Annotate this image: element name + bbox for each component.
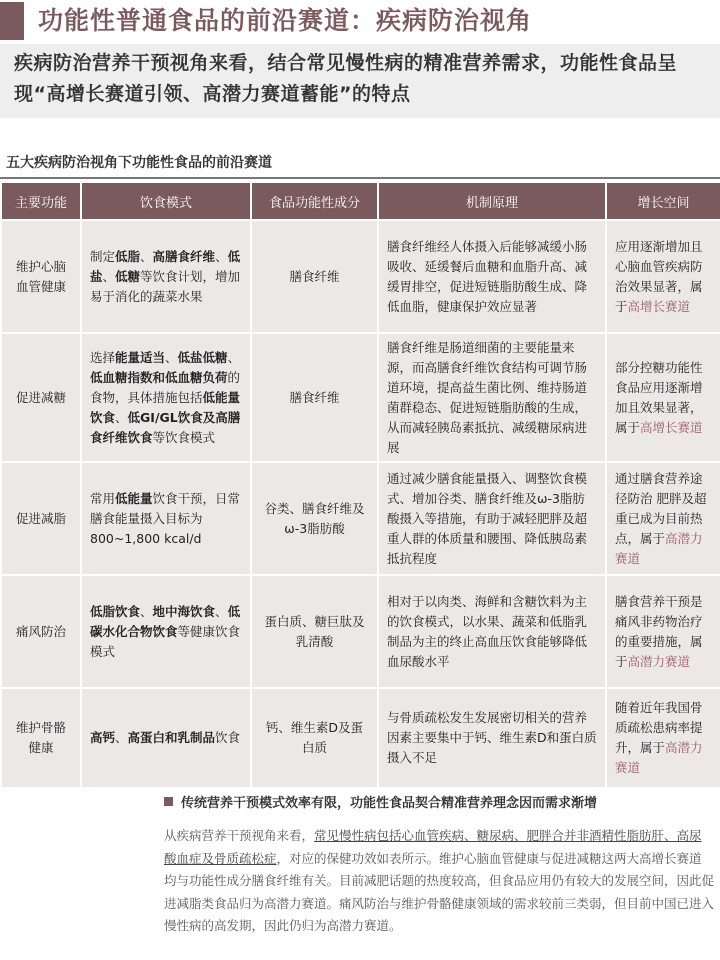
diet-text: 等健康饮食模式 — [90, 623, 241, 659]
table-header-row — [2, 183, 720, 219]
cell-mechanism: 通过减少膳食能量摄入、调整饮食模式、增加谷类、膳食纤维及ω-3脂肪酸摄入等措施，有助于减轻肥胖及超重人群的体质量和腰围、降低胰岛素抵抗程度 — [379, 463, 605, 574]
body-underlined: 常见慢性病包括心血管疾病、糖尿病、肥胖合并非酒精性脂肪肝、高尿酸血症及骨质疏松症 — [164, 828, 702, 866]
diet-keyword: 低脂饮食 — [90, 603, 141, 619]
cell-diet — [82, 334, 250, 461]
cell-function: 维护心脑血管健康 — [2, 221, 80, 332]
body-part-2: ，对应的保健功效如表所示。维护心脑血管健康与促进减糖这两大高增长赛道均与功能性成分膳食纤维有关。目前减肥话题的热度较高，但食品应用仍有较大的发展空间，因此促进减脂类食品归为高潜力赛道。痛风防治与维护骨骼健康领域的需求较前三类弱，但目前中国已进入慢性病的高发期，因此仍归为高潜力赛道。 — [164, 850, 715, 933]
diet-text: 、 — [115, 409, 128, 425]
header-growth: 增长空间 — [607, 183, 720, 219]
diet-text: 饮食 — [215, 730, 241, 745]
key-point — [164, 793, 597, 815]
accent-bar — [0, 2, 24, 40]
diet-text: 、 — [140, 248, 153, 264]
diet-text: 、 — [140, 603, 153, 619]
diet-keyword: 低脂 — [115, 248, 141, 264]
table-row — [2, 334, 720, 461]
growth-tag: 高潜力赛道 — [615, 530, 703, 566]
body-paragraph — [164, 825, 714, 938]
diet-keyword: 能量适当 — [115, 349, 166, 365]
cell-diet — [82, 463, 250, 574]
cell-function: 促进减脂 — [2, 463, 80, 574]
diet-keyword: 高钙 — [90, 730, 116, 745]
page-title: 功能性普通食品的前沿赛道：疾病防治视角 — [38, 6, 533, 35]
cell-growth — [607, 221, 720, 332]
diet-keyword: 地中海饮食 — [152, 603, 216, 619]
summary-box — [0, 44, 720, 118]
diet-text: 、 — [115, 730, 128, 745]
table-row — [2, 463, 720, 574]
header-function: 主要功能 — [2, 183, 80, 219]
cell-function: 维护骨骼健康 — [2, 689, 80, 787]
diet-text: 制定 — [90, 248, 116, 264]
cell-ingredient: 膳食纤维 — [252, 334, 377, 461]
diet-keyword: 低能量 — [115, 490, 153, 506]
diet-keyword: 低糖 — [115, 268, 141, 284]
diet-keyword: 低盐 — [90, 248, 241, 284]
cell-growth — [607, 334, 720, 461]
cell-growth — [607, 576, 720, 687]
diet-text: 、 — [227, 349, 241, 365]
cell-growth — [607, 689, 720, 787]
cell-function: 促进减糖 — [2, 334, 80, 461]
diet-text: 的食物，具体措施包括 — [90, 369, 241, 405]
bullet-square-icon — [164, 797, 173, 806]
growth-text: 部分控糖功能性食品应用逐渐增加且效果显著，属于 — [615, 359, 703, 435]
cell-growth — [607, 463, 720, 574]
diet-keyword: 低能量饮食 — [90, 389, 241, 425]
header-mechanism: 机制原理 — [379, 183, 605, 219]
diet-keyword: 高膳食纤维 — [152, 248, 216, 264]
cell-ingredient: 钙、维生素D及蛋白质 — [252, 689, 377, 787]
cell-mechanism: 与骨质疏松发生发展密切相关的营养因素主要集中于钙、维生素D和蛋白质摄入不足 — [379, 689, 605, 787]
cell-ingredient: 蛋白质、糖巨肽及乳清酸 — [252, 576, 377, 687]
key-point-text: 传统营养干预模式效率有限，功能性食品契合精准营养理念因而需求渐增 — [181, 796, 598, 811]
header-ingredient: 食品功能性成分 — [252, 183, 377, 219]
table-caption: 五大疾病防治视角下功能性食品的前沿赛道 — [6, 155, 272, 171]
table-row — [2, 689, 720, 787]
growth-text: 应用逐渐增加且心脑血管疾病防治效果显著，属于 — [615, 238, 703, 314]
growth-tag: 高增长赛道 — [627, 298, 691, 314]
diet-text: 、 — [215, 248, 228, 264]
cell-mechanism: 膳食纤维经人体摄入后能够减缓小肠吸收、延缓餐后血糖和血脂升高、减缓胃排空，促进短链脂肪酸生成、降低血脂，健康保护效应显著 — [379, 221, 605, 332]
diet-keyword: 低血糖指数和低血糖负荷 — [90, 369, 228, 385]
body-part-1: 从疾病营养干预视角来看， — [164, 828, 315, 843]
diet-keyword: 低盐低糖 — [177, 349, 228, 365]
cell-diet — [82, 576, 250, 687]
diet-text: 饮食干预，日常膳食能量摄入目标为 800~1,800 kcal/d — [90, 490, 241, 546]
diet-keyword: 低GI/GL饮食及高膳食纤维饮食 — [90, 409, 241, 445]
diet-text: 选择 — [90, 349, 116, 365]
diet-text: 常用 — [90, 490, 116, 506]
growth-text: 通过膳食营养途径防治 肥胖及超重已成为目前热点，属于 — [615, 470, 707, 546]
diet-text: 、 — [165, 349, 178, 365]
diet-text: 等饮食模式 — [152, 429, 216, 445]
growth-tag: 高潜力赛道 — [615, 740, 703, 775]
functional-food-table — [0, 181, 720, 789]
cell-ingredient: 谷类、膳食纤维及ω-3脂肪酸 — [252, 463, 377, 574]
growth-tag: 高增长赛道 — [640, 419, 703, 435]
cell-ingredient: 膳食纤维 — [252, 221, 377, 332]
cell-diet — [82, 689, 250, 787]
growth-text: 膳食营养干预是痛风非药物治疗的重要措施，属于 — [615, 593, 703, 669]
cell-diet — [82, 221, 250, 332]
cell-function: 痛风防治 — [2, 576, 80, 687]
table-row — [2, 576, 720, 687]
caption-divider — [0, 177, 720, 179]
diet-keyword: 低碳水化合物饮食 — [90, 603, 241, 639]
summary-text: 疾病防治营养干预视角来看，结合常见慢性病的精准营养需求，功能性食品呈现“高增长赛道引领、高潜力赛道蓄能”的特点 — [14, 52, 678, 105]
diet-text: 、 — [215, 603, 228, 619]
growth-tag: 高潜力赛道 — [627, 653, 691, 669]
cell-mechanism: 膳食纤维是肠道细菌的主要能量来源，而高膳食纤维饮食结构可调节肠道环境，提高益生菌比例、维持肠道菌群稳态、促进短链脂肪酸的生成，从而减轻胰岛素抵抗、减缓糖尿病进展 — [379, 334, 605, 461]
header-diet: 饮食模式 — [82, 183, 250, 219]
page-header — [0, 0, 720, 44]
table-row — [2, 221, 720, 332]
cell-mechanism: 相对于以肉类、海鲜和含糖饮料为主的饮食模式，以水果、蔬菜和低脂乳制品为主的终止高血压饮食能够降低血尿酸水平 — [379, 576, 605, 687]
diet-text: 、 — [102, 268, 116, 284]
diet-text: 等饮食计划，增加易于消化的蔬菜水果 — [90, 268, 241, 304]
diet-keyword: 高蛋白和乳制品 — [127, 730, 216, 745]
growth-text: 随着近年我国骨质疏松患病率提升，属于 — [615, 700, 703, 755]
